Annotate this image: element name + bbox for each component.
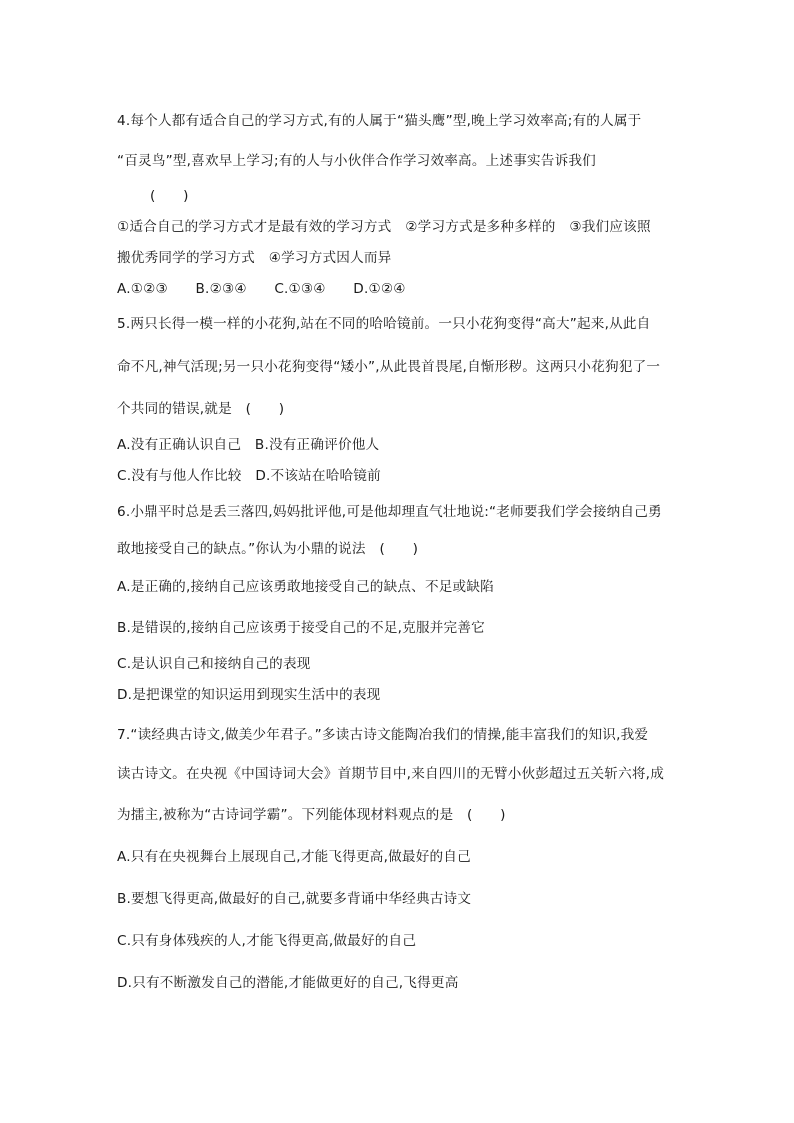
q7-stem-line3: 为擂主,被称为“古诗词学霸”。下列能体现材料观点的是 ( ) bbox=[117, 807, 506, 823]
q7-option-d: D.只有不断激发自己的潜能,才能做更好的自己,飞得更高 bbox=[117, 975, 459, 991]
q4-stem-line1: 4.每个人都有适合自己的学习方式,有的人属于“猫头鹰”型,晚上学习效率高;有的人属于 bbox=[117, 113, 642, 129]
q4-statements-line1: ①适合自己的学习方式才是最有效的学习方式 ②学习方式是多种多样的 ③我们应该照 bbox=[117, 219, 651, 235]
q5-stem-line3: 个共同的错误,就是 ( ) bbox=[117, 401, 285, 417]
q7-stem-line2: 读古诗文。在央视《中国诗词大会》首期节目中,来自四川的无臂小伙彭超过五关斩六将,成 bbox=[117, 766, 664, 782]
q7-option-c: C.只有身体残疾的人,才能飞得更高,做最好的自己 bbox=[117, 933, 417, 949]
q5-options-cd: C.没有与他人作比较 D.不该站在哈哈镜前 bbox=[117, 468, 381, 484]
q6-option-c: C.是认识自己和接纳自己的表现 bbox=[117, 656, 311, 672]
q4-statements-line2: 搬优秀同学的学习方式 ④学习方式因人而异 bbox=[117, 250, 392, 266]
q4-options: A.①②③ B.②③④ C.①③④ D.①②④ bbox=[117, 281, 406, 297]
q6-option-b: B.是错误的,接纳自己应该勇于接受自己的不足,克服并完善它 bbox=[117, 620, 485, 636]
q4-stem-line2: “百灵鸟”型,喜欢早上学习;有的人与小伙伴合作学习效率高。上述事实告诉我们 bbox=[117, 153, 596, 169]
q7-option-b: B.要想飞得更高,做最好的自己,就要多背诵中华经典古诗文 bbox=[117, 891, 472, 907]
q4-answer-blank: ( ) bbox=[150, 188, 189, 204]
q7-option-a: A.只有在央视舞台上展现自己,才能飞得更高,做最好的自己 bbox=[117, 849, 471, 865]
q6-stem-line1: 6.小鼎平时总是丢三落四,妈妈批评他,可是他却理直气壮地说:“老师要我们学会接纳自己勇 bbox=[117, 504, 662, 520]
q5-stem-line2: 命不凡,神气活现;另一只小花狗变得“矮小”,从此畏首畏尾,自惭形秽。这两只小花狗犯了一 bbox=[117, 359, 661, 375]
q6-stem-line2: 敢地接受自己的缺点。”你认为小鼎的说法 ( ) bbox=[117, 541, 419, 557]
q5-stem-line1: 5.两只长得一模一样的小花狗,站在不同的哈哈镜前。一只小花狗变得“高大”起来,从此自 bbox=[117, 316, 651, 332]
q5-options-ab: A.没有正确认识自己 B.没有正确评价他人 bbox=[117, 437, 380, 453]
q6-option-d: D.是把课堂的知识运用到现实生活中的表现 bbox=[117, 687, 381, 703]
q6-option-a: A.是正确的,接纳自己应该勇敢地接受自己的缺点、不足或缺陷 bbox=[117, 579, 494, 595]
q7-stem-line1: 7.“读经典古诗文,做美少年君子。”多读古诗文能陶冶我们的情操,能丰富我们的知识,我爱 bbox=[117, 727, 649, 743]
